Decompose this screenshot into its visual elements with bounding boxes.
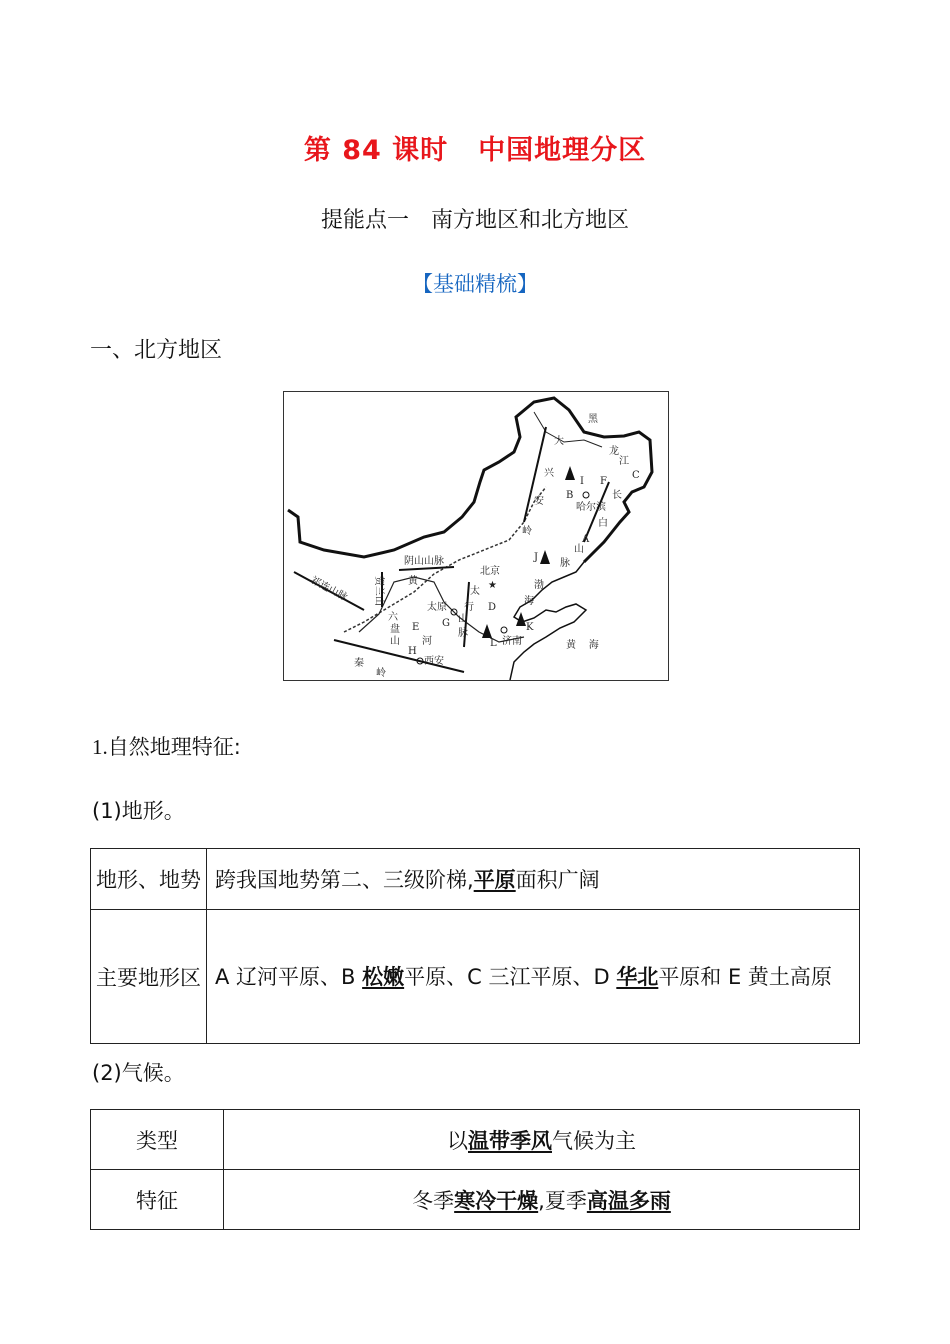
p1-num: 1. [92, 735, 108, 759]
text-fragment: 冬季 [412, 1188, 455, 1213]
answer-fragment: 华北 [616, 964, 659, 989]
map-label: 大 [554, 436, 564, 447]
text-fragment: 平原、C 三江平原、D [404, 964, 617, 989]
map-label: B [566, 490, 574, 501]
map-label: G [442, 618, 450, 629]
map-label: 兴 [544, 468, 554, 479]
row-value [207, 849, 860, 910]
map-label: 北京 [480, 566, 500, 577]
mountain-icon-J [540, 550, 550, 564]
map-label: 脉 [458, 628, 468, 639]
map-label: 济南 [502, 636, 522, 647]
terrain-table [90, 848, 860, 1044]
map-label: L [490, 638, 497, 649]
title-topic: 中国地理分区 [478, 135, 647, 166]
row-value [224, 1110, 860, 1170]
map-label: 太 [470, 586, 480, 597]
map-label: 行 [464, 602, 474, 613]
text-fragment: 气候为主 [552, 1128, 636, 1153]
section-badge: 【基础精梳】 [412, 272, 538, 296]
row-head: 类型 [91, 1110, 224, 1170]
map-label: 岭 [376, 668, 386, 679]
row-head: 地形、地势 [91, 849, 207, 910]
map-label: C [632, 470, 640, 481]
text-fragment: ,夏季 [538, 1188, 587, 1213]
map-svg [284, 392, 668, 680]
climate-table [90, 1109, 860, 1230]
map-label: 哈尔滨 [576, 502, 606, 513]
map-label: 江 [619, 456, 629, 467]
map-label: 六 [388, 612, 398, 623]
map-label: 河 [422, 636, 432, 647]
p2-num: (1) [92, 799, 122, 823]
answer-fragment: 寒冷干燥 [454, 1188, 539, 1213]
paragraph-natural-features [92, 731, 241, 761]
beijing-star: ★ [488, 580, 497, 591]
map-label: F [600, 476, 607, 487]
row-head: 特征 [91, 1170, 224, 1230]
map-label: 长 [612, 490, 622, 501]
map-label: A [582, 534, 590, 545]
map-label: 太原 [427, 602, 447, 613]
row-value [207, 910, 860, 1044]
map-label: 盘 [390, 624, 400, 635]
map-label: 黄 [408, 576, 418, 587]
map-label: I [580, 476, 584, 487]
map-label: 阴山山脉 [404, 556, 444, 567]
answer-fragment: 平原 [473, 868, 516, 892]
map-label: 秦 [354, 658, 364, 669]
harbin-dot [583, 492, 589, 498]
page-title [0, 128, 950, 167]
table-row [91, 1110, 860, 1170]
yinshan-range [399, 567, 454, 570]
text-fragment: 平原和 E 黄土高原 [658, 964, 832, 989]
answer-fragment: 温带季风 [468, 1128, 552, 1153]
table-row [91, 1170, 860, 1230]
map-label: 海 [524, 596, 534, 607]
p2-text: 地形。 [121, 799, 185, 823]
map-label: 黄 海 [566, 640, 599, 651]
title-lesson: 第 84 课时 [303, 135, 449, 166]
map-label: 白 [598, 518, 608, 529]
map-label: 西安 [424, 656, 444, 667]
map-label: 渤 [534, 580, 544, 591]
map-label: E [412, 622, 420, 633]
text-fragment: 跨我国地势第二、三级阶梯, [215, 868, 474, 892]
map-label: 黑 [588, 414, 598, 425]
jinan-dot [501, 627, 507, 633]
text-fragment: 以 [447, 1128, 468, 1153]
map-label: 山 [458, 614, 468, 625]
subtitle-topic: 南方地区和北方地区 [431, 208, 630, 233]
answer-fragment: 高温多雨 [586, 1188, 671, 1213]
table-row [91, 910, 860, 1044]
map-label: K [526, 622, 534, 633]
map-label: D [488, 602, 497, 613]
map-label: 祁连山脉 [308, 574, 350, 604]
mountain-icon-I [565, 466, 575, 480]
p3-text: 气候。 [121, 1061, 185, 1085]
subtitle-point: 提能点一 [320, 208, 409, 233]
row-value [224, 1170, 860, 1230]
table-row [91, 849, 860, 910]
p3-num: (2) [92, 1061, 122, 1085]
map-label: H [408, 646, 417, 657]
map-label: 山 [574, 544, 584, 555]
paragraph-climate [92, 1057, 185, 1087]
map-label: 脉 [560, 558, 570, 569]
answer-fragment: 松嫩 [362, 964, 405, 989]
map-label: 龙 [609, 446, 619, 457]
map-label: 山 [390, 636, 400, 647]
map-label: 岭 [522, 526, 532, 537]
text-fragment: A 辽河平原、B [215, 964, 363, 989]
paragraph-terrain [92, 795, 185, 825]
row-head: 主要地形区 [91, 910, 207, 1044]
map-label: 安 [534, 496, 544, 507]
daxinganling-range [524, 427, 546, 522]
p1-text: 自然地理特征: [107, 735, 241, 759]
text-fragment: 面积广阔 [515, 868, 600, 892]
subtitle [0, 203, 950, 234]
section-heading: 一、北方地区 [90, 338, 223, 363]
north-china-map [283, 391, 669, 681]
map-label: 贺兰山 [373, 576, 384, 606]
mountain-icon-L [482, 624, 492, 638]
map-label: J [534, 552, 539, 563]
